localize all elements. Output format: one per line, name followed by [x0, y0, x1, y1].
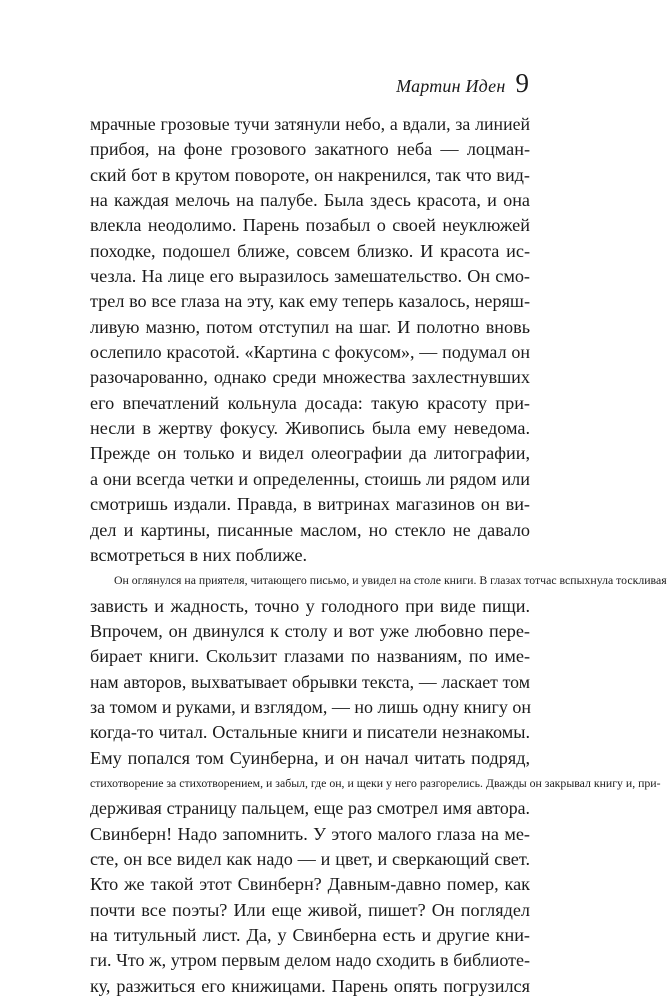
text-line: трел во все глаза на эту, как ему теперь казалось, неряш-	[90, 291, 530, 312]
running-title: Мартин Иден	[396, 76, 506, 96]
text-line: сте, он все видел как надо — и цвет, и сверкающий свет.	[90, 848, 530, 869]
text-line: ку, разжиться его книжицами. Парень опять погрузился	[90, 975, 530, 996]
text-line: на каждая мелочь на палубе. Была здесь красота, и она	[90, 190, 530, 211]
text-line: ги. Что ж, утром первым делом надо сходить в библиоте-	[90, 950, 530, 971]
text-line: Прежде он только и видел олеографии да литографии,	[90, 443, 530, 464]
text-line: за томом и руками, и взглядом, — но лишь одну книгу он	[90, 696, 531, 717]
text-line: Впрочем, он двинулся к столу и вот уже любовно пере-	[90, 620, 530, 641]
text-line: почти все поэты? Или еще живой, пишет? Он поглядел	[90, 899, 530, 920]
text-line: Ему попался том Суинберна, и он начал читать подряд,	[90, 747, 530, 768]
text-line: ский бот в крутом повороте, он накренился, так что вид-	[90, 164, 530, 185]
text-line: прибоя, на фоне грозового закатного неба — лоцман-	[90, 139, 530, 160]
text-line: дел и картины, писанные маслом, но стекло не давало	[90, 519, 530, 540]
text-line: стихотворение за стихотворением, и забыл, где он, и щеки у него разгорелись. Дважды он закрывал книгу и, при-	[90, 775, 661, 790]
text-line: бирает книги. Скользит глазами по названиям, по име-	[90, 646, 530, 667]
text-line: Свинберн! Надо запомнить. У этого малого глаза на ме-	[90, 823, 530, 844]
text-line: держивая страницу пальцем, еще раз смотрел имя автора.	[90, 798, 530, 819]
text-line: влекла неодолимо. Парень позабыл о своей неуклюжей	[90, 215, 530, 236]
text-line: смотришь издали. Правда, в витринах магазинов он ви-	[90, 494, 530, 515]
text-line: ливую мазню, потом отступил на шаг. И полотно вновь	[90, 316, 530, 337]
text-line: несли в жертву фокусу. Живопись была ему неведома.	[90, 418, 530, 439]
text-line: всмотреться в них поближе.	[90, 544, 308, 565]
text-line: мрачные грозовые тучи затянули небо, а вдали, за линией	[90, 114, 530, 134]
text-line: когда-то читал. Остальные книги и писатели незнакомы.	[90, 722, 530, 743]
text-line: зависть и жадность, точно у голодного при виде пищи.	[90, 595, 530, 616]
text-line: нам авторов, выхватывает обрывки текста, — ласкает том	[90, 671, 530, 692]
text-line: Он оглянулся на приятеля, читающего письмо, и увидел на столе книги. В глазах тотчас вспыхнула тоскливая	[114, 573, 667, 588]
body-text	[90, 112, 667, 999]
text-line: разочарованно, однако среди множества захлестнувших	[90, 367, 530, 388]
text-line: ослепило красотой. «Картина с фокусом», — подумал он	[90, 342, 530, 363]
text-line: чезла. На лице его выразилось замешательство. Он смо-	[90, 266, 530, 287]
text-line: Кто же такой этот Свинберн? Давным-давно помер, как	[90, 874, 530, 895]
page-number: 9	[515, 68, 529, 98]
text-line: походке, подошел ближе, совсем близко. И красота ис-	[90, 240, 530, 261]
text-line: его впечатлений кольнула досада: такую красоту при-	[90, 392, 530, 413]
running-header	[396, 70, 529, 97]
text-line: а они всегда четки и определенны, стоишь ли рядом или	[90, 468, 530, 489]
text-line: на титульный лист. Да, у Свинберна есть и другие кни-	[90, 925, 530, 945]
